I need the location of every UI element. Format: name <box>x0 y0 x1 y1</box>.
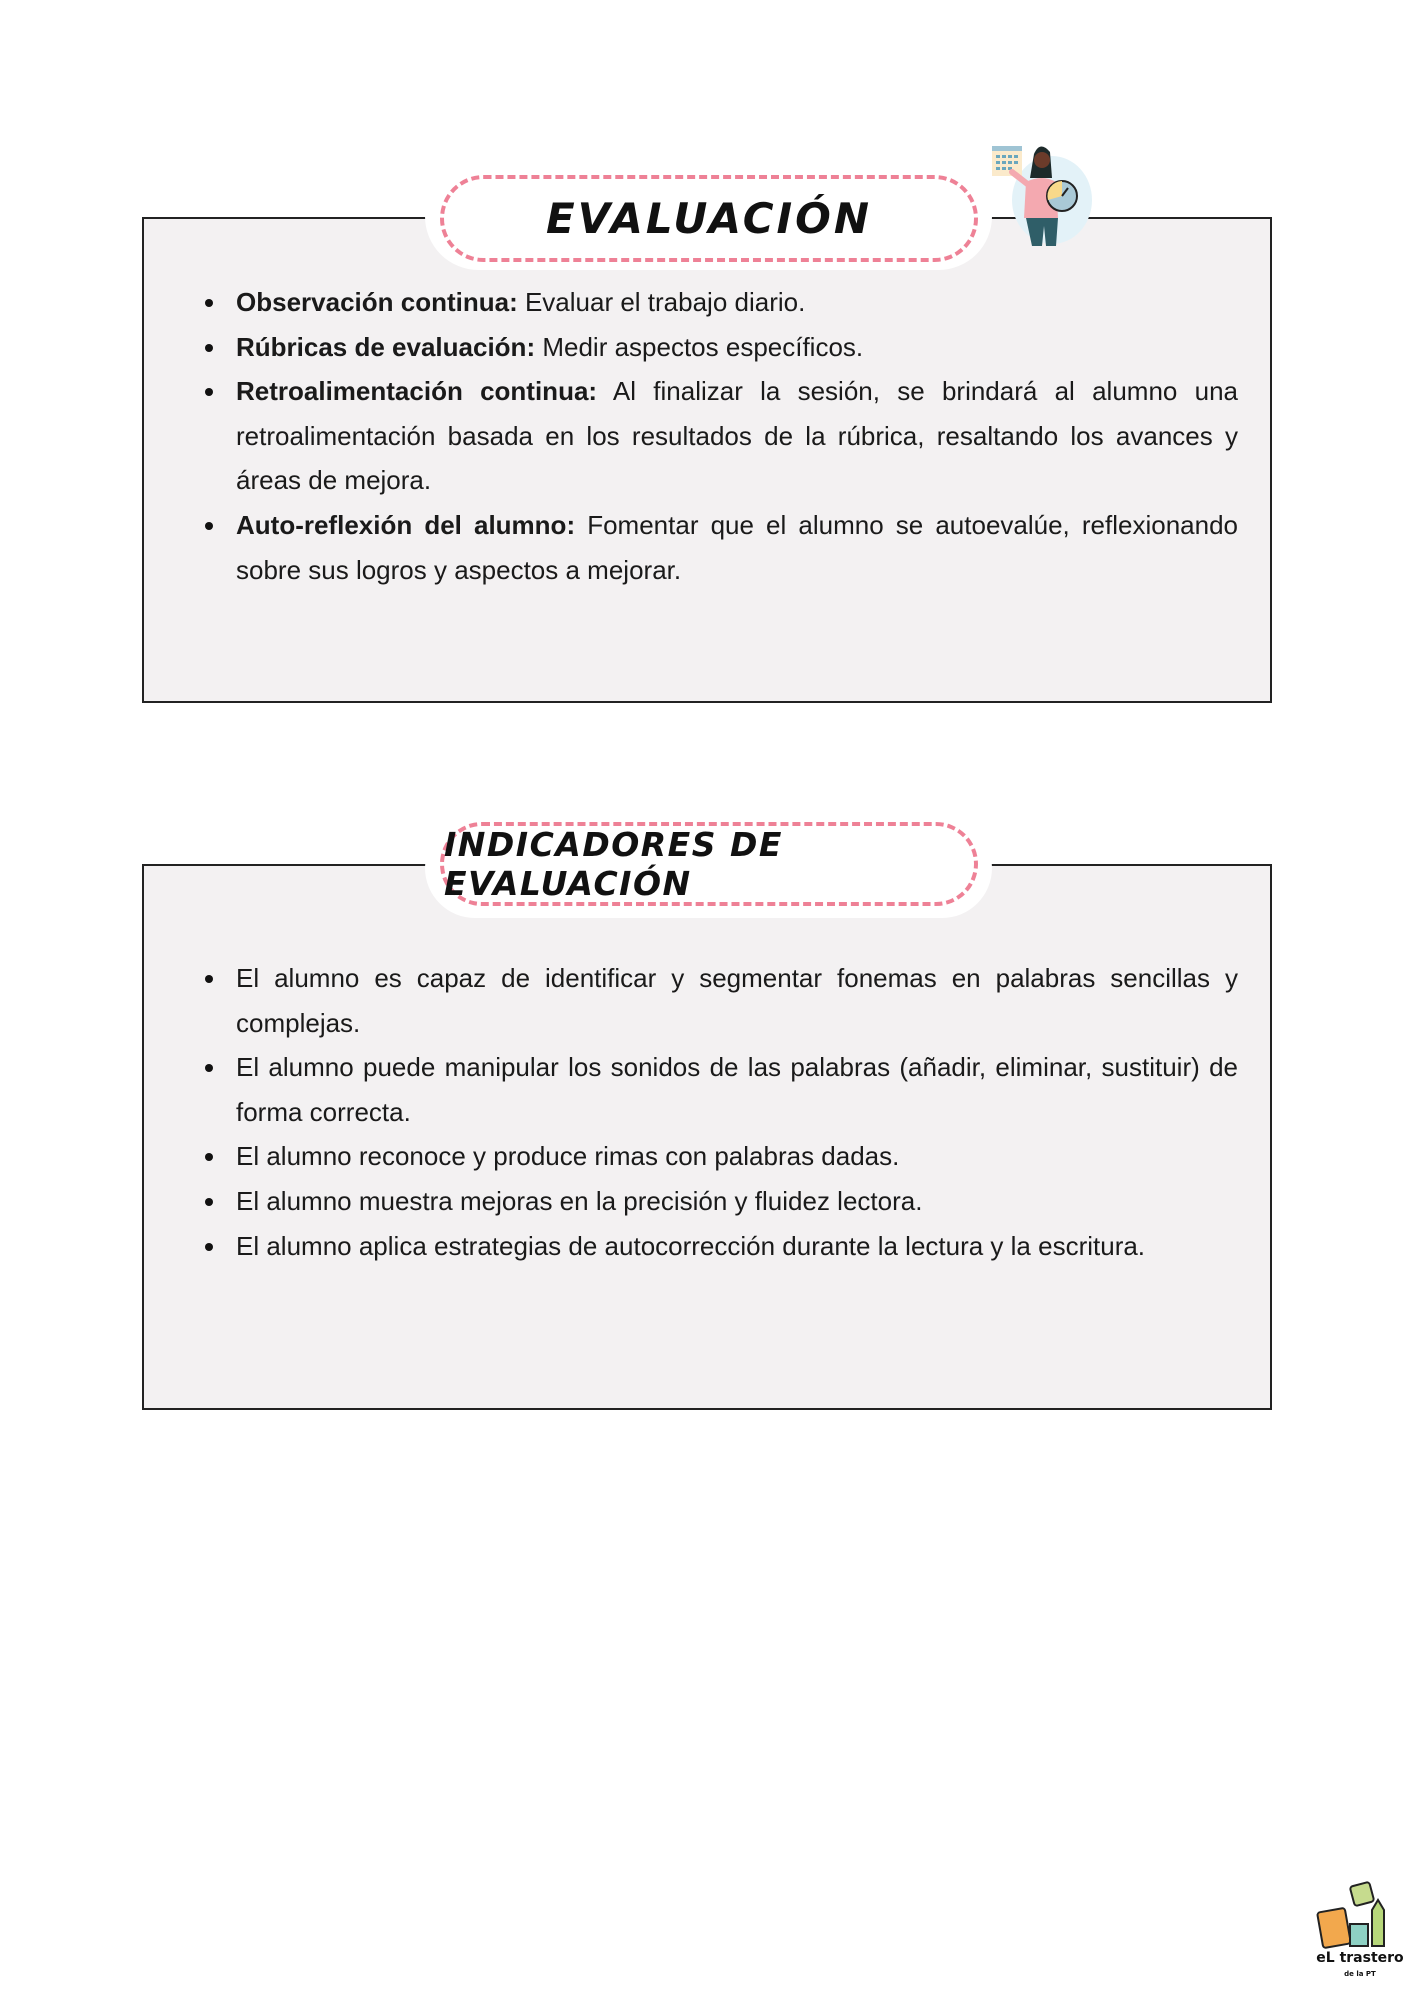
list-item <box>200 280 1238 325</box>
toys-logo-icon <box>1310 1880 1410 1950</box>
item-label: Rúbricas de evaluación: <box>236 331 536 362</box>
evaluation-title: EVALUACIÓN <box>545 194 873 243</box>
list-item <box>200 369 1238 503</box>
item-text: Medir aspectos específicos. <box>535 331 864 362</box>
indicators-title-pill <box>440 822 978 906</box>
item-text: Al finalizar la sesión, se brindará al alumno una retroalimentación basada en los resultados de la rúbrica, resaltando los avances y áreas de mejora. <box>236 376 1238 496</box>
logo-subtitle: de la PT <box>1344 1970 1376 1978</box>
list-item <box>200 503 1238 592</box>
logo-title: eL trastero <box>1316 1950 1404 1966</box>
list-item: El alumno reconoce y produce rimas con palabras dadas. <box>200 1134 1238 1179</box>
item-label: Auto-reflexión del alumno: <box>236 509 576 540</box>
list-item: El alumno puede manipular los sonidos de las palabras (añadir, eliminar, sustituir) de forma correcta. <box>200 1045 1238 1134</box>
list-item: El alumno muestra mejoras en la precisión y fluidez lectora. <box>200 1179 1238 1224</box>
evaluation-title-pill <box>440 175 978 262</box>
teacher-with-clock-and-calendar-icon <box>990 138 1100 248</box>
item-text: Fomentar que el alumno se autoevalúe, reflexionando sobre sus logros y aspectos a mejorar. <box>236 509 1238 585</box>
evaluation-list <box>200 280 1238 592</box>
item-label: Retroalimentación continua: <box>236 376 598 407</box>
item-label: Observación continua: <box>236 287 518 317</box>
indicators-title: INDICADORES DE EVALUACIÓN <box>444 825 783 903</box>
list-item: El alumno es capaz de identificar y segmentar fonemas en palabras sencillas y complejas. <box>200 956 1238 1045</box>
list-item: El alumno aplica estrategias de autocorrección durante la lectura y la escritura. <box>200 1224 1238 1269</box>
indicators-list <box>200 956 1238 1268</box>
brand-logo <box>1310 1880 1410 1990</box>
item-text: Evaluar el trabajo diario. <box>517 287 806 317</box>
list-item <box>200 325 1238 370</box>
